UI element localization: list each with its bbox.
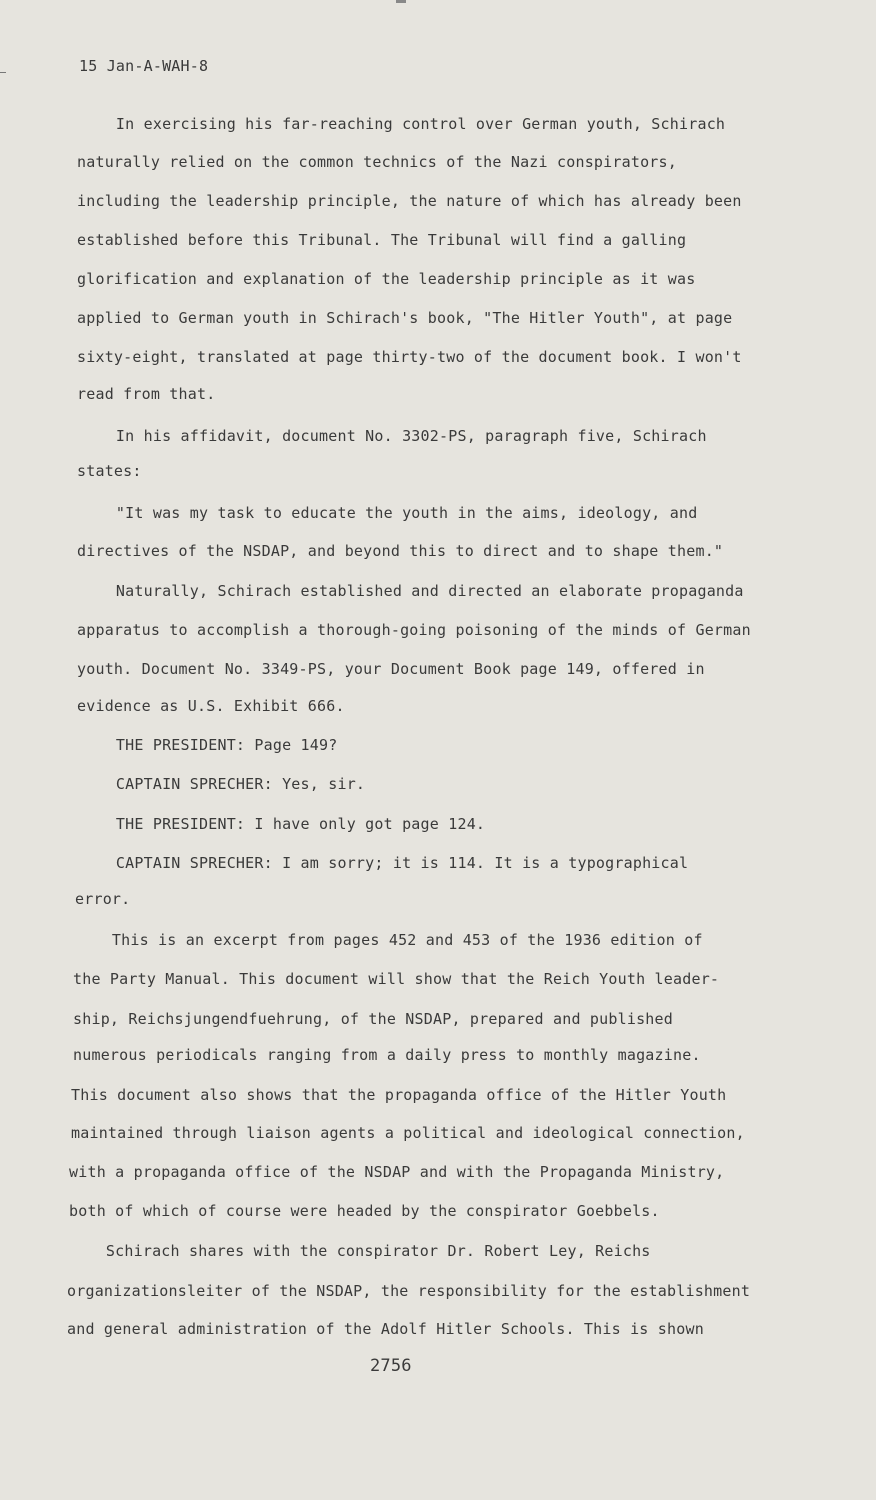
text-line: Schirach shares with the conspirator Dr. Robert Ley, Reichs [69,1242,651,1260]
text-line: ship, Reichsjungendfuehrung, of the NSDAP, prepared and published [73,1010,673,1028]
quote-line: "It was my task to educate the youth in the aims, ideology, and [79,504,698,522]
text-line: established before this Tribunal. The Tribunal will find a galling [77,231,687,249]
text-line: both of which of course were headed by the conspirator Goebbels. [69,1202,660,1220]
text-line: and general administration of the Adolf Hitler Schools. This is shown [67,1320,704,1338]
text-line: evidence as U.S. Exhibit 666. [77,697,345,715]
text-line: applied to German youth in Schirach's book, "The Hitler Youth", at page [77,309,733,327]
text-line: glorification and explanation of the leadership principle as it was [77,270,696,288]
text-line: numerous periodicals ranging from a daily press to monthly magazine. [73,1046,701,1064]
text-line: organizationsleiter of the NSDAP, the responsibility for the establishment [67,1282,751,1300]
text-line: sixty-eight, translated at page thirty-two of the document book. I won't [77,348,742,366]
text-line: with a propaganda office of the NSDAP and with the Propaganda Ministry, [69,1163,725,1181]
text-line: read from that. [77,385,216,403]
text-line: maintained through liaison agents a political and ideological connection, [71,1124,745,1142]
text-line: In exercising his far-reaching control over German youth, Schirach [79,115,726,133]
text-line: apparatus to accomplish a thorough-going poisoning of the minds of German [77,621,751,639]
text-line: the Party Manual. This document will show that the Reich Youth leader- [73,970,720,988]
text-line: states: [77,462,142,480]
text-line: In his affidavit, document No. 3302-PS, paragraph five, Schirach [79,427,707,445]
text-line: error. [75,890,131,908]
dialogue-line: CAPTAIN SPRECHER: I am sorry; it is 114. It is a typographical [79,854,689,872]
page-number: 2756 [370,1356,412,1376]
text-line: Naturally, Schirach established and directed an elaborate propaganda [79,582,744,600]
text-line: This is an excerpt from pages 452 and 453 of the 1936 edition of [75,931,703,949]
text-line: including the leadership principle, the nature of which has already been [77,192,742,210]
text-line: youth. Document No. 3349-PS, your Document Book page 149, offered in [77,660,705,678]
text-line: This document also shows that the propaganda office of the Hitler Youth [71,1086,727,1104]
text-line: naturally relied on the common technics of the Nazi conspirators, [77,153,677,171]
top-edge-mark [396,0,406,3]
dialogue-line: THE PRESIDENT: I have only got page 124. [79,815,486,833]
quote-line: directives of the NSDAP, and beyond this to direct and to shape them." [77,542,724,560]
dialogue-line: THE PRESIDENT: Page 149? [79,736,338,754]
dialogue-line: CAPTAIN SPRECHER: Yes, sir. [79,775,366,793]
left-edge-mark [0,72,6,73]
page-header: 15 Jan-A-WAH-8 [79,57,209,75]
